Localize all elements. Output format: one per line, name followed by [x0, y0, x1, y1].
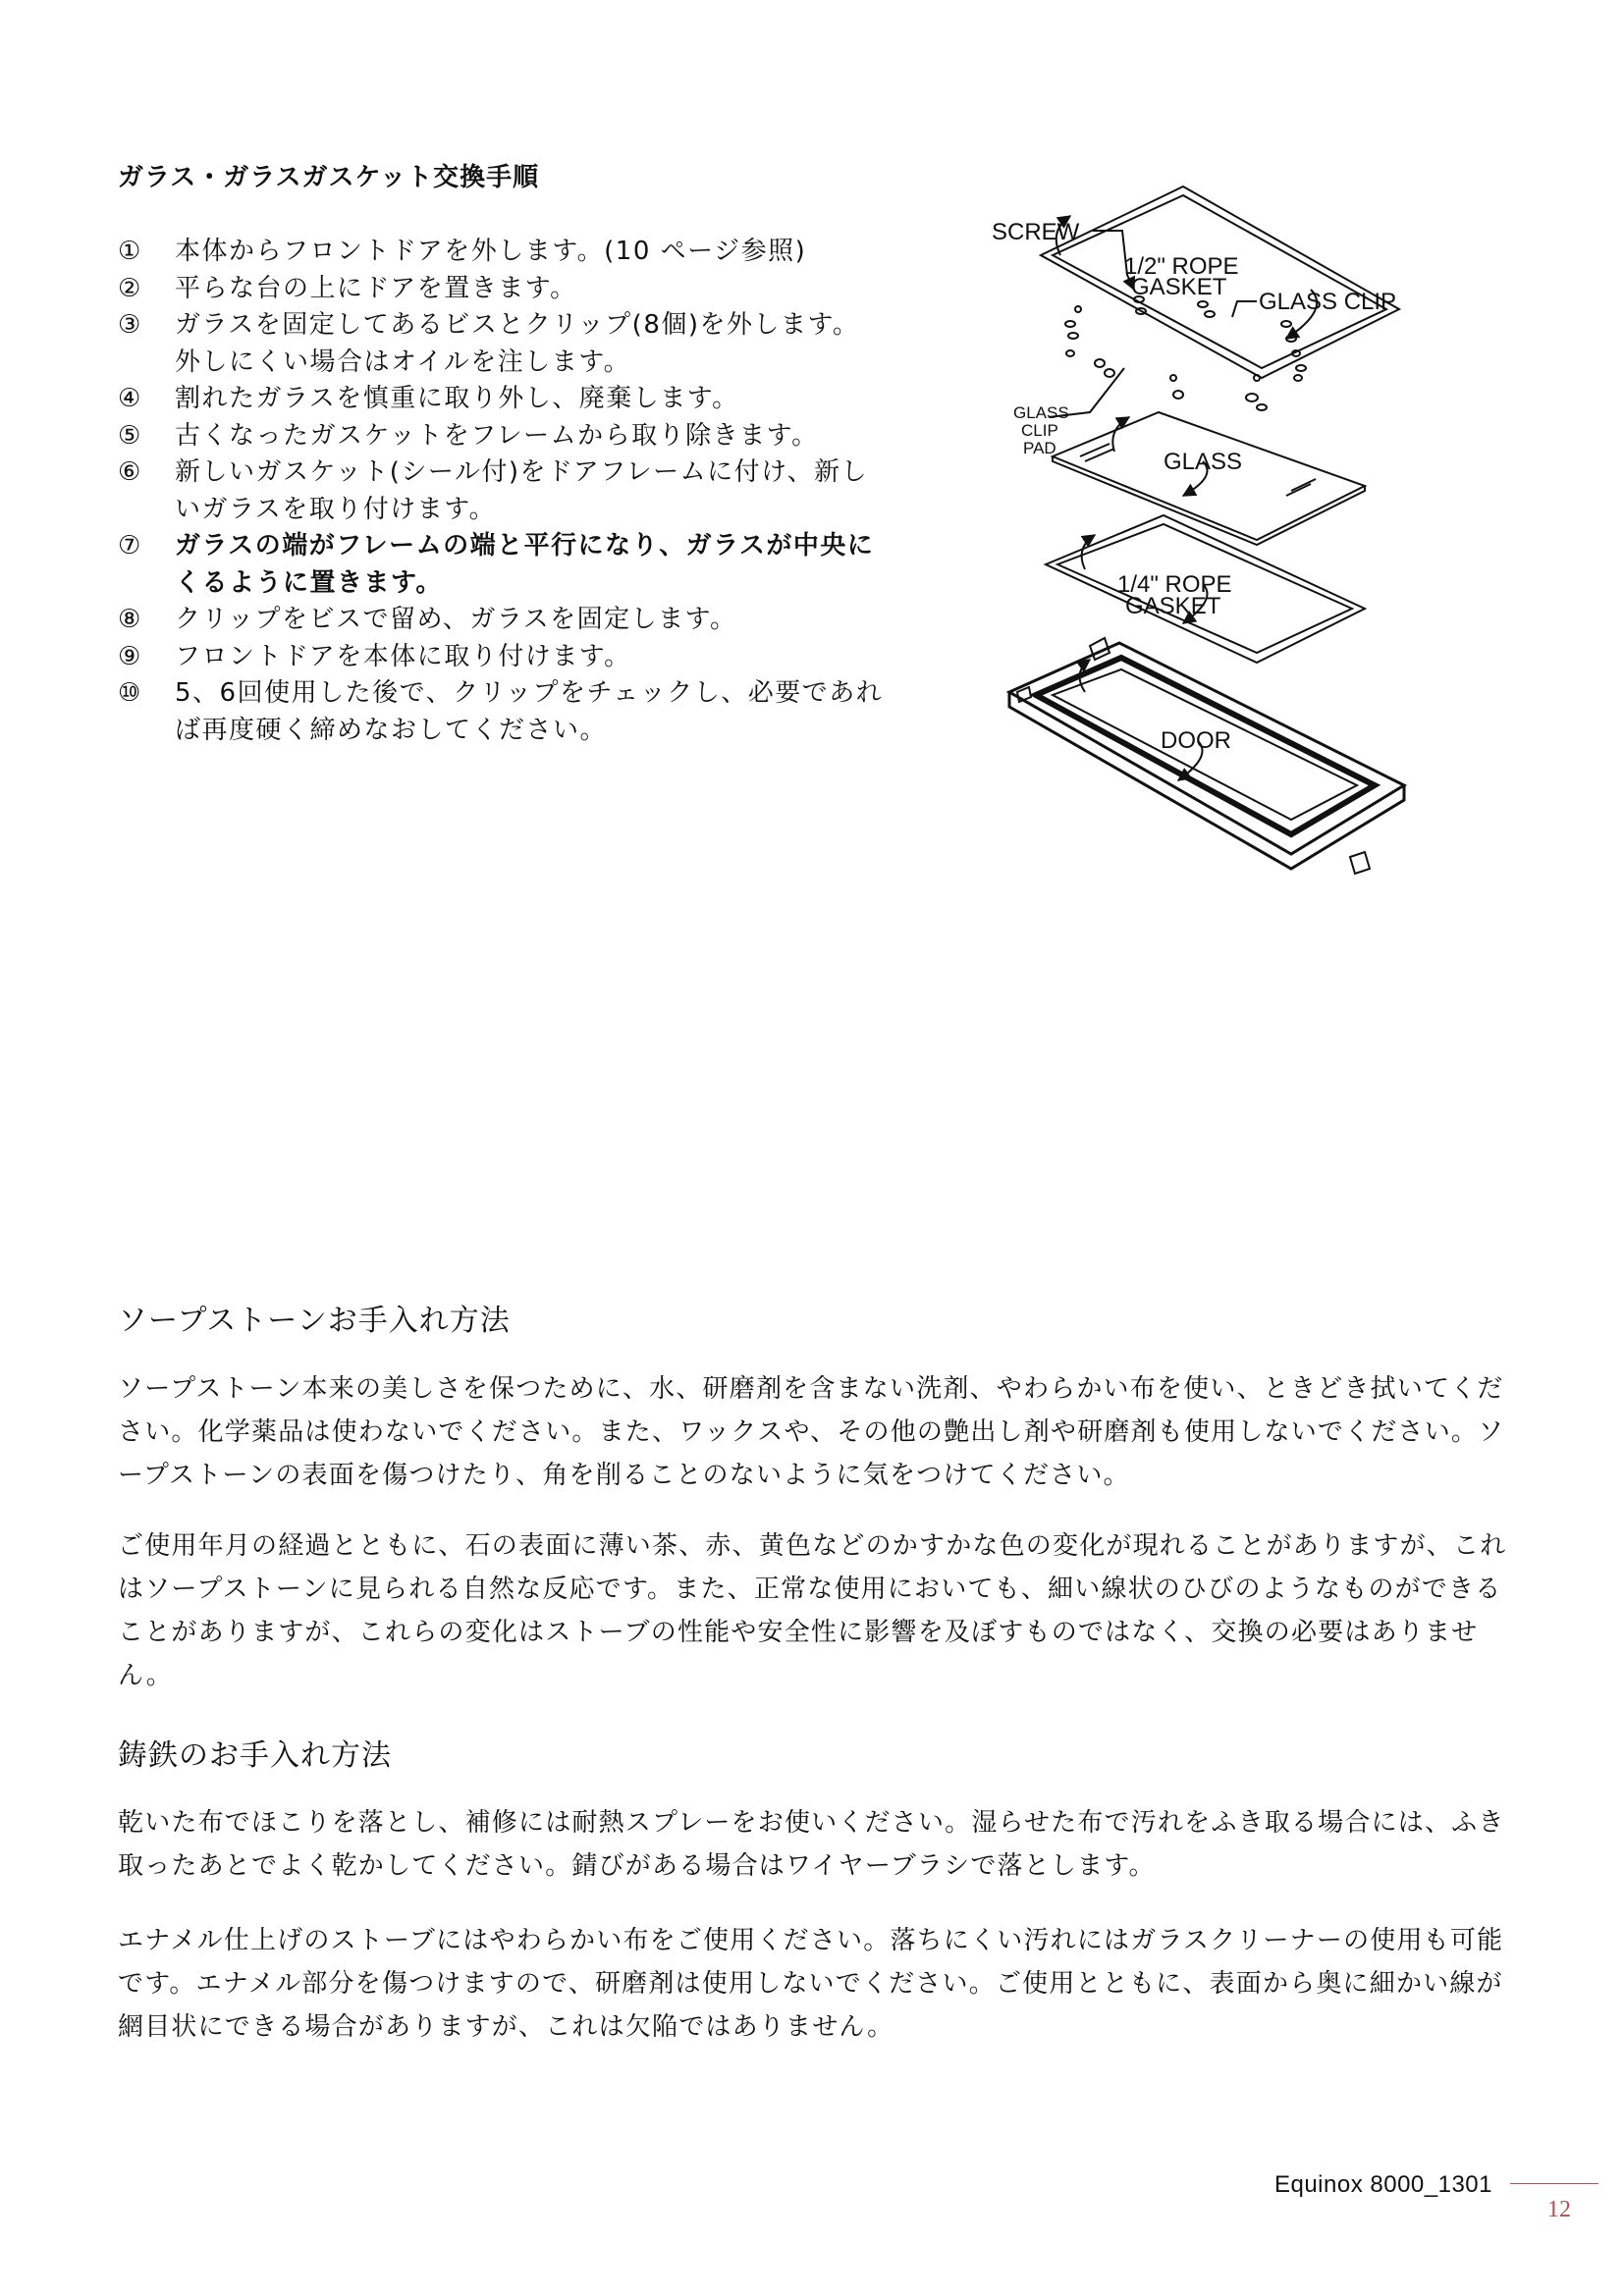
section-heading-soapstone-care: ソープストーンお手入れ方法 [118, 1304, 511, 1338]
step-item [118, 418, 884, 455]
step-item [118, 234, 884, 271]
step-text: フロントドアを本体に取り付けます。 [175, 641, 631, 671]
label-clip-pad-line1: GLASS [1013, 403, 1069, 422]
step-item-emphasized [118, 528, 884, 602]
step-item [118, 454, 884, 528]
page-number: 12 [1547, 2197, 1571, 2222]
step-number: ③ [118, 310, 142, 340]
label-screw: SCREW [992, 219, 1080, 245]
step-text: 割れたガラスを慎重に取り外し、廃棄します。 [175, 384, 739, 413]
glass-replacement-steps [118, 234, 884, 749]
label-clip-pad-line2: CLIP [1021, 421, 1058, 440]
section-heading-cast-iron-care: 鋳鉄のお手入れ方法 [118, 1738, 392, 1773]
step-number: ⑦ [118, 531, 142, 561]
step-item [118, 675, 884, 749]
door-frame [1009, 638, 1404, 874]
door-glass-exploded-diagram [962, 177, 1453, 1158]
step-text: 5、6回使用した後で、クリップをチェックし、必要であれば再度硬く締めなおしてください。 [175, 678, 884, 745]
soapstone-paragraph-2: ご使用年月の経過とともに、石の表面に薄い茶、赤、黄色などのかすかな色の変化が現れることがありますが、これはソープストーンに見られる自然な反応です。また、正常な使用においても、細い線状のひびのようなものができることがありますが、これらの変化はストーブの性能や安全性に影響を及ぼすものではなく、交換の必要はありません。 [118, 1531, 1507, 1690]
step-number: ⑧ [118, 605, 142, 634]
step-item [118, 271, 884, 308]
glass-panel [1053, 412, 1365, 545]
step-number: ⑨ [118, 641, 142, 671]
step-item [118, 307, 884, 381]
step-text: 新しいガスケット(シール付)をドアフレームに付け、新しいガラスを取り付けます。 [175, 457, 869, 524]
step-text: クリップをビスで留め、ガラスを固定します。 [175, 605, 737, 634]
label-half-rope-line2: GASKET [1131, 274, 1227, 300]
footer-divider [1510, 2183, 1598, 2184]
label-quarter-rope-line1: 1/4" ROPE [1117, 571, 1232, 598]
step-number: ① [118, 237, 142, 266]
step-item [118, 602, 884, 639]
step-number: ② [118, 273, 142, 303]
label-quarter-rope-line2: GASKET [1125, 593, 1221, 619]
cast-iron-paragraph-2: エナメル仕上げのストーブにはやわらかい布をご使用ください。落ちにくい汚れにはガラスクリーナーの使用も可能です。エナメル部分を傷つけますので、研磨剤は使用しないでください。ご使用とともに、表面から奥に細かい線が網目状にできる場合がありますが、これは欠陥ではありません。 [118, 1926, 1504, 2042]
step-text: ガラスを固定してあるビスとクリップ(8個)を外します。外しにくい場合はオイルを注します。 [175, 310, 860, 377]
step-text: 平らな台の上にドアを置きます。 [175, 273, 577, 303]
step-text: 本体からフロントドアを外します。(10 ページ参照) [175, 237, 807, 266]
step-text: ガラスの端がフレームの端と平行になり、ガラスが中央にくるように置きます。 [175, 531, 875, 598]
label-clip-pad-line3: PAD [1023, 439, 1056, 457]
label-glass: GLASS [1164, 449, 1243, 475]
step-text: 古くなったガスケットをフレームから取り除きます。 [175, 420, 819, 451]
step-number: ⑩ [118, 678, 142, 708]
step-item [118, 639, 884, 676]
step-item [118, 381, 884, 418]
label-glass-clip: GLASS CLIP [1259, 289, 1397, 315]
cast-iron-paragraph-1: 乾いた布でほこりを落とし、補修には耐熱スプレーをお使いください。湿らせた布で汚れをふき取る場合には、ふき取ったあとでよく乾かしてください。錆びがある場合はワイヤーブラシで落とします。 [118, 1808, 1505, 1881]
section-title-glass-replacement: ガラス・ガラスガスケット交換手順 [118, 163, 540, 192]
step-number: ⑤ [118, 420, 142, 451]
soapstone-paragraph-1: ソープストーン本来の美しさを保つために、水、研磨剤を含まない洗剤、やわらかい布を使い、ときどき拭いてください。化学薬品は使わないでください。また、ワックスや、その他の艶出し剤や研磨剤も使用しないでください。ソープストーンの表面を傷つけたり、角を削ることのないように気をつけてください。 [118, 1374, 1505, 1490]
step-number: ⑥ [118, 457, 142, 487]
label-door: DOOR [1161, 727, 1231, 754]
label-half-rope-line1: 1/2" ROPE [1124, 253, 1239, 280]
step-number: ④ [118, 384, 142, 413]
footer-document-id: Equinox 8000_1301 [1273, 2171, 1492, 2198]
